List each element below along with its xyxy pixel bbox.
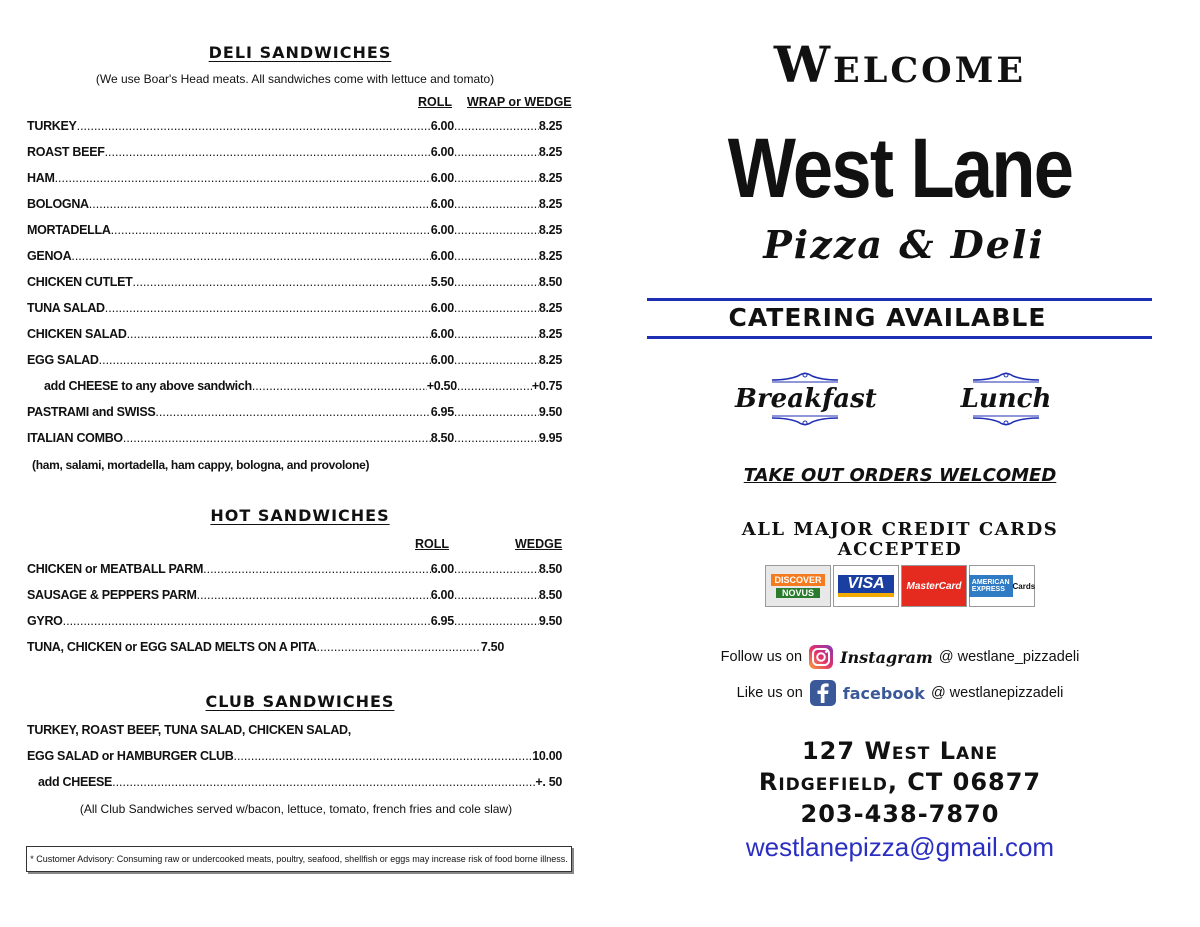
menu-item xyxy=(27,405,562,423)
divider-top xyxy=(647,298,1152,301)
hot-col-roll: ROLL xyxy=(415,537,450,551)
item-price-roll: 5.50 xyxy=(430,275,454,289)
item-price: 10.00 xyxy=(532,749,562,763)
menu-item xyxy=(27,431,562,449)
instagram-brand: Instagram xyxy=(840,647,933,667)
discover-text: DISCOVER xyxy=(771,574,824,586)
item-name: SAUSAGE & PEPPERS PARM xyxy=(27,588,197,602)
hot-title: HOT SANDWICHES xyxy=(210,506,390,525)
item-price-roll: 6.00 xyxy=(430,562,454,576)
novus-text: NOVUS xyxy=(776,588,820,598)
menu-item xyxy=(27,562,562,580)
item-name: TURKEY, ROAST BEEF, TUNA SALAD, CHICKEN SALAD, xyxy=(27,723,351,737)
item-name: ROAST BEEF xyxy=(27,145,105,159)
mastercard-text: MasterCard xyxy=(906,580,962,592)
item-price-roll: 8.50 xyxy=(430,431,454,445)
catering-banner: CATERING AVAILABLE xyxy=(728,303,1047,332)
menu-item xyxy=(27,614,562,632)
item-name: TUNA, CHICKEN or EGG SALAD MELTS ON A PITA xyxy=(27,640,317,654)
restaurant-tagline: Pizza & Deli xyxy=(763,222,1045,267)
item-price-roll: 6.00 xyxy=(430,301,454,315)
item-name: EGG SALAD or HAMBURGER CLUB xyxy=(27,749,234,763)
ornament-bottom-icon xyxy=(770,414,840,428)
item-price-wrap: 8.25 xyxy=(538,327,562,341)
ornament-top-icon xyxy=(971,370,1041,384)
customer-advisory xyxy=(26,846,572,872)
advisory-text: * Customer Advisory: Consuming raw or undercooked meats, poultry, seafood, shellfish or eggs may increase risk of food borne illness. xyxy=(30,854,568,864)
instagram-prefix: Follow us on xyxy=(720,649,803,665)
club-title: CLUB SANDWICHES xyxy=(205,692,395,711)
item-price-wrap: +0.75 xyxy=(531,379,562,393)
discover-card-icon xyxy=(765,565,831,607)
item-name: CHICKEN CUTLET xyxy=(27,275,133,289)
credit-card-logos xyxy=(765,565,1037,609)
visa-text: VISA xyxy=(838,575,894,597)
item-name: MORTADELLA xyxy=(27,223,111,237)
item-price-wrap: 8.25 xyxy=(538,301,562,315)
menu-item xyxy=(27,640,504,658)
instagram-line xyxy=(600,644,1200,670)
item-name: HAM xyxy=(27,171,55,185)
item-name: TURKEY xyxy=(27,119,77,133)
ornament-top-icon xyxy=(770,370,840,384)
welcome-heading: Welcome xyxy=(773,35,1027,94)
menu-item xyxy=(27,588,562,606)
item-price-roll: 6.00 xyxy=(430,197,454,211)
hot-col-wedge: WEDGE xyxy=(515,537,563,551)
menu-item xyxy=(27,249,562,267)
menu-item xyxy=(27,223,562,241)
breakfast-badge xyxy=(735,370,875,428)
facebook-handle[interactable]: @ westlanepizzadeli xyxy=(930,685,1064,701)
facebook-prefix: Like us on xyxy=(736,685,803,701)
restaurant-name: West Lane xyxy=(727,121,1073,215)
item-name: GENOA xyxy=(27,249,72,263)
item-name: GYRO xyxy=(27,614,63,628)
item-price-roll: 6.00 xyxy=(430,353,454,367)
item-name: add CHEESE to any above sandwich xyxy=(44,379,252,393)
item-price-roll: 6.00 xyxy=(430,145,454,159)
item-price-roll: +0.50 xyxy=(426,379,457,393)
item-price-roll: 6.95 xyxy=(430,614,454,628)
item-price-wrap: 8.50 xyxy=(538,275,562,289)
amex-text: AMERICAN EXPRESS xyxy=(969,575,1013,597)
info-right-panel xyxy=(600,0,1200,927)
deli-title: DELI SANDWICHES xyxy=(208,43,392,62)
credit-cards-line-2: ACCEPTED xyxy=(837,539,963,560)
takeout-notice: TAKE OUT ORDERS WELCOMED xyxy=(743,465,1057,486)
amex-card-icon xyxy=(969,565,1035,607)
deli-note: (We use Boar's Head meats. All sandwiches come with lettuce and tomato) xyxy=(95,72,495,86)
item-name: TUNA SALAD xyxy=(27,301,105,315)
italian-combo-note: (ham, salami, mortadella, ham cappy, bologna, and provolone) xyxy=(32,458,370,472)
item-price-wrap: 8.25 xyxy=(538,223,562,237)
street-address: 127 West Lane xyxy=(801,737,999,765)
menu-item xyxy=(38,775,562,793)
ornament-bottom-icon xyxy=(971,414,1041,428)
instagram-handle[interactable]: @ westlane_pizzadeli xyxy=(938,649,1080,665)
menu-item xyxy=(27,301,562,319)
item-name: add CHEESE xyxy=(38,775,113,789)
item-name: BOLOGNA xyxy=(27,197,89,211)
menu-item xyxy=(27,171,562,189)
amex-cards-text: Cards xyxy=(1012,581,1036,591)
menu-item xyxy=(27,119,562,137)
facebook-line xyxy=(600,679,1200,707)
credit-cards-title xyxy=(600,520,1200,560)
item-name: ITALIAN COMBO xyxy=(27,431,123,445)
phone-number[interactable]: 203-438-7870 xyxy=(800,800,1000,828)
item-name: CHICKEN or MEATBALL PARM xyxy=(27,562,204,576)
item-price-roll: 6.00 xyxy=(430,249,454,263)
menu-item xyxy=(27,749,562,767)
email-address[interactable]: westlanepizza@gmail.com xyxy=(745,832,1055,862)
club-line-1 xyxy=(27,723,562,741)
item-price-wedge: 8.50 xyxy=(538,562,562,576)
item-price: 7.50 xyxy=(480,640,504,654)
item-price-wedge: 8.50 xyxy=(538,588,562,602)
facebook-brand: facebook xyxy=(842,683,925,703)
item-name: EGG SALAD xyxy=(27,353,99,367)
item-price-roll: 6.95 xyxy=(430,405,454,419)
item-price-wrap: 8.25 xyxy=(538,353,562,367)
item-name: CHICKEN SALAD xyxy=(27,327,127,341)
menu-item xyxy=(27,145,562,163)
facebook-icon xyxy=(809,679,837,707)
item-price-wrap: 8.25 xyxy=(538,119,562,133)
breakfast-label: Breakfast xyxy=(735,384,877,414)
instagram-icon xyxy=(808,644,834,670)
item-price-roll: 6.00 xyxy=(430,171,454,185)
menu-item xyxy=(44,379,562,397)
deli-col-wrap: WRAP or WEDGE xyxy=(467,95,572,109)
menu-item xyxy=(27,275,562,293)
deli-col-roll: ROLL xyxy=(418,95,453,109)
item-price-wrap: 8.25 xyxy=(538,145,562,159)
item-price: +. 50 xyxy=(535,775,562,789)
divider-bottom xyxy=(647,336,1152,339)
item-price-wrap: 8.25 xyxy=(538,249,562,263)
menu-item xyxy=(27,327,562,345)
item-price-roll: 6.00 xyxy=(430,327,454,341)
item-price-wrap: 8.25 xyxy=(538,171,562,185)
club-note: (All Club Sandwiches served w/bacon, lettuce, tomato, french fries and cole slaw) xyxy=(79,802,513,816)
credit-cards-line-1: ALL MAJOR CREDIT CARDS xyxy=(741,519,1059,540)
visa-card-icon xyxy=(833,565,899,607)
item-price-wrap: 9.95 xyxy=(538,431,562,445)
menu-item xyxy=(27,353,562,371)
item-price-wedge: 9.50 xyxy=(538,614,562,628)
item-price-wrap: 8.25 xyxy=(538,197,562,211)
mastercard-icon xyxy=(901,565,967,607)
item-price-roll: 6.00 xyxy=(430,588,454,602)
lunch-label: Lunch xyxy=(960,384,1052,414)
menu-item xyxy=(27,197,562,215)
item-price-roll: 6.00 xyxy=(430,223,454,237)
city-state-zip: Ridgefield, CT 06877 xyxy=(758,768,1042,796)
item-name: PASTRAMI and SWISS xyxy=(27,405,156,419)
item-price-wrap: 9.50 xyxy=(538,405,562,419)
item-price-roll: 6.00 xyxy=(430,119,454,133)
lunch-badge xyxy=(936,370,1076,428)
